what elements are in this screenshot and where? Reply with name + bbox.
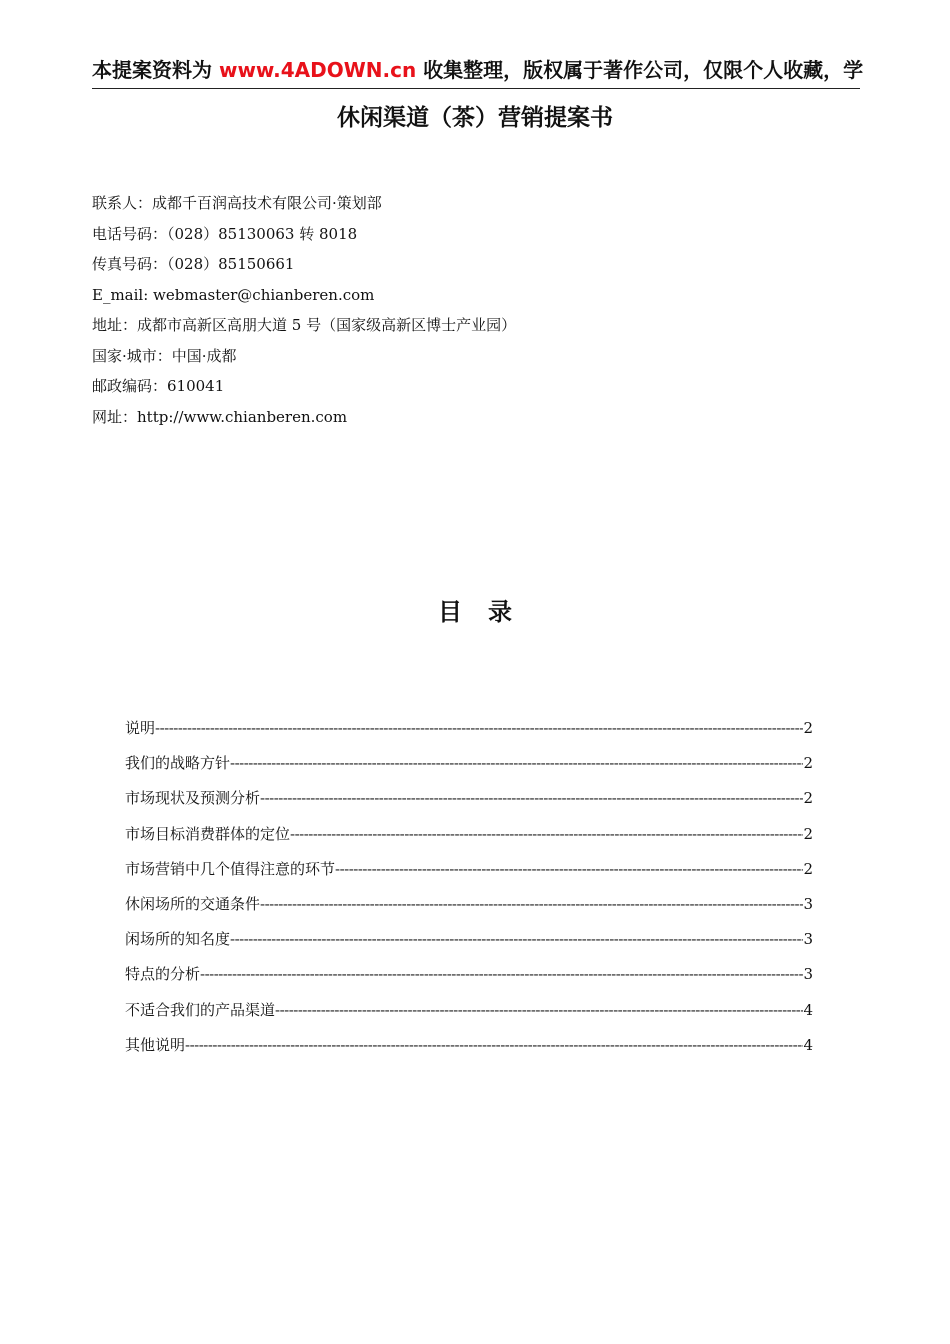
header-banner xyxy=(92,55,950,85)
toc-leader xyxy=(185,1030,803,1060)
toc-title-right: 录 xyxy=(488,598,512,626)
toc-leader xyxy=(260,783,803,813)
toc-entry-page: 2 xyxy=(803,719,813,737)
toc-entry-label: 休闲场所的交通条件 xyxy=(125,894,261,913)
toc-leader xyxy=(230,924,803,954)
toc-entry[interactable] xyxy=(125,819,813,854)
toc-title xyxy=(0,592,950,632)
toc-title-left: 目 xyxy=(438,598,462,626)
toc-leader xyxy=(275,995,803,1025)
contact-address: 地址：成都市高新区高朋大道 5 号（国家级高新区博士产业园） xyxy=(92,316,517,334)
document-title: 休闲渠道（茶）营销提案书 xyxy=(337,105,613,131)
contact-email: E_mail: webmaster@chianberen.com xyxy=(92,285,375,304)
toc-entry[interactable] xyxy=(125,995,813,1030)
contact-info xyxy=(92,188,516,432)
toc-entry-label: 其他说明 xyxy=(125,1035,186,1054)
toc-entry[interactable] xyxy=(125,783,813,818)
toc-entry-label: 市场现状及预测分析 xyxy=(125,789,261,808)
toc-entry-label: 特点的分析 xyxy=(125,965,201,984)
toc-entry[interactable] xyxy=(125,713,813,748)
toc-entry-page: 2 xyxy=(803,754,813,773)
toc-leader xyxy=(335,854,803,884)
toc-entry-page: 2 xyxy=(803,824,813,843)
toc-entry-label: 市场营销中几个值得注意的环节 xyxy=(125,859,336,878)
toc-entry-page: 4 xyxy=(803,1035,813,1054)
toc-entry-label: 闲场所的知名度 xyxy=(125,930,231,949)
contact-fax: 传真号码：（028）85150661 xyxy=(92,255,295,273)
contact-phone: 电话号码：（028）85130063 转 8018 xyxy=(92,224,358,243)
toc-leader xyxy=(260,889,803,919)
toc-entry-label: 不适合我们的产品渠道 xyxy=(125,1000,276,1019)
toc-entry-page: 3 xyxy=(803,930,813,949)
toc-entry[interactable] xyxy=(125,1030,813,1065)
toc-leader xyxy=(230,748,803,778)
contact-person: 联系人：成都千百润高技术有限公司·策划部 xyxy=(92,194,382,212)
toc-leader xyxy=(290,819,803,849)
contact-country-city: 国家·城市：中国·成都 xyxy=(92,346,237,365)
header-suffix: 收集整理，版权属于著作公司，仅限个人收藏，学 xyxy=(416,58,864,82)
toc-entry[interactable] xyxy=(125,854,813,889)
toc-entry-page: 3 xyxy=(803,965,813,984)
contact-website: 网址：http://www.chianberen.com xyxy=(92,407,348,426)
toc-entry-label: 说明 xyxy=(125,719,156,737)
toc-entry[interactable] xyxy=(125,889,813,924)
toc-entry[interactable] xyxy=(125,924,813,959)
toc-entry[interactable] xyxy=(125,959,813,994)
toc-leader xyxy=(200,959,803,989)
toc-entry-page: 2 xyxy=(803,789,813,808)
toc-entry-label: 我们的战略方针 xyxy=(125,754,231,773)
toc-leader xyxy=(155,713,803,743)
header-site-link[interactable]: www.4ADOWN.cn xyxy=(218,58,417,82)
header-divider xyxy=(92,88,860,89)
toc-entry[interactable] xyxy=(125,748,813,783)
toc-entry-page: 3 xyxy=(803,894,813,913)
toc-entry-page: 4 xyxy=(803,1000,813,1019)
header-prefix: 本提案资料为 xyxy=(92,58,219,82)
toc-list xyxy=(125,713,813,1065)
contact-postcode: 邮政编码：610041 xyxy=(92,377,225,395)
toc-entry-label: 市场目标消费群体的定位 xyxy=(125,824,291,843)
toc-entry-page: 2 xyxy=(803,859,813,878)
